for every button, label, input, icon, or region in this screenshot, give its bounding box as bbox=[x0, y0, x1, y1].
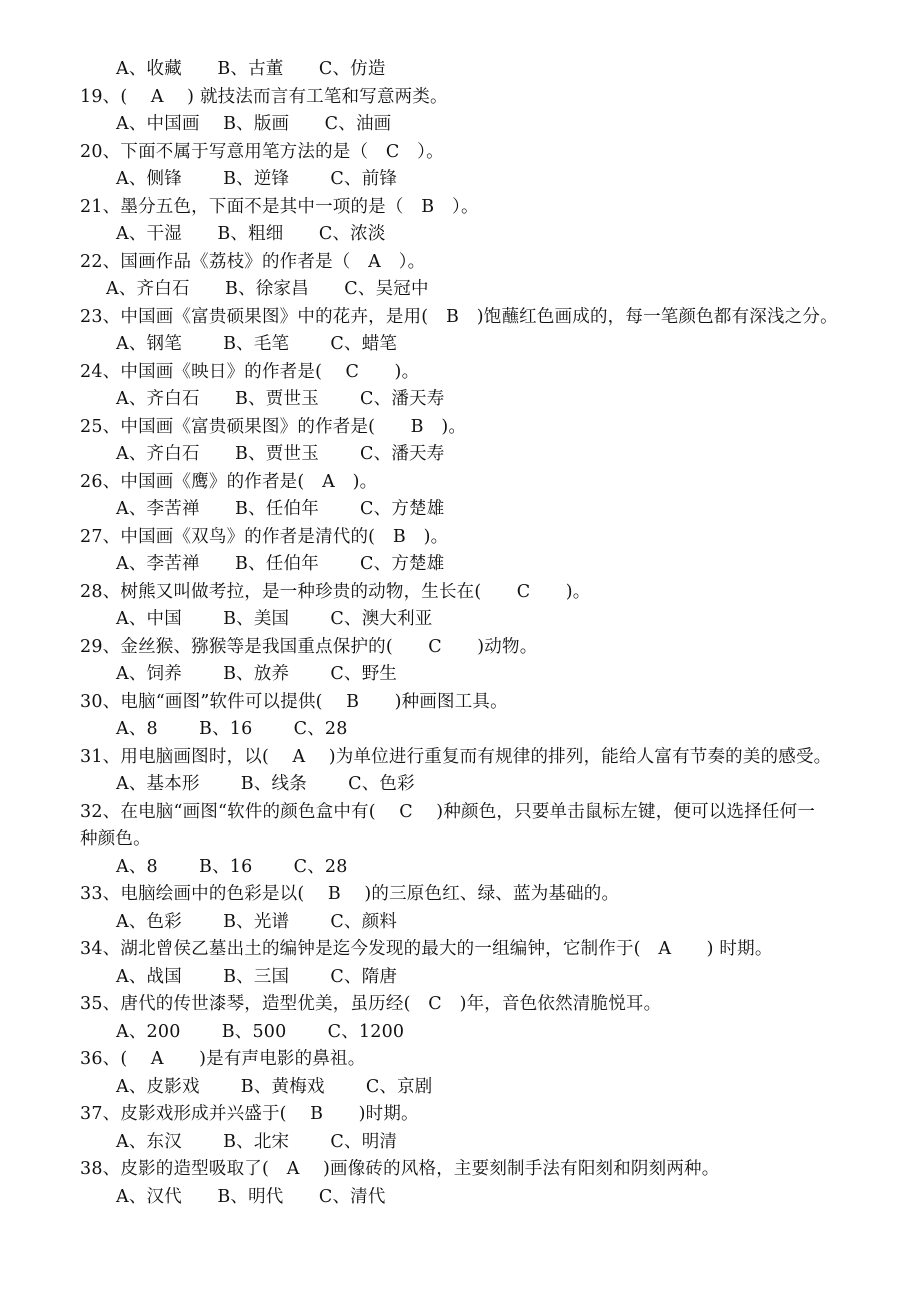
option-line: A、齐白石 B、徐家昌 C、吴冠中 bbox=[106, 279, 429, 299]
option-line: A、齐白石 B、贾世玉 C、潘天寿 bbox=[116, 444, 445, 464]
option-line: A、李苦禅 B、任伯年 C、方楚雄 bbox=[116, 499, 445, 519]
question-line: 35、唐代的传世漆琴，造型优美，虽历经( C )年，音色依然清脆悦耳。 bbox=[80, 994, 662, 1014]
question-line: 27、中国画《双鸟》的作者是清代的( B )。 bbox=[80, 527, 449, 547]
question-line: 34、湖北曾侯乙墓出土的编钟是迄今发现的最大的一组编钟，它制作于( A ) 时期。 bbox=[80, 939, 773, 959]
question-line: 28、树熊又叫做考拉，是一种珍贵的动物，生长在( C )。 bbox=[80, 582, 591, 602]
question-line: 32、在电脑“画图“软件的颜色盒中有( C )种颜色，只要单击鼠标左键，便可以选择任何一 bbox=[80, 802, 816, 822]
option-line: A、干湿 B、粗细 C、浓淡 bbox=[116, 224, 386, 244]
question-continuation: 种颜色。 bbox=[80, 829, 151, 849]
option-line: A、汉代 B、明代 C、清代 bbox=[116, 1187, 386, 1207]
question-line: 22、国画作品《荔枝》的作者是（ A ）。 bbox=[80, 252, 426, 272]
question-line: 25、中国画《富贵硕果图》的作者是( B )。 bbox=[80, 417, 467, 437]
option-line: A、中国画 B、版画 C、油画 bbox=[116, 114, 392, 134]
option-line: A、钢笔 B、毛笔 C、蜡笔 bbox=[116, 334, 398, 354]
question-line: 24、中国画《映日》的作者是( C )。 bbox=[80, 362, 420, 382]
option-line: A、8 B、16 C、28 bbox=[116, 719, 348, 739]
question-line: 20、下面不属于写意用笔方法的是（ C ）。 bbox=[80, 142, 444, 162]
question-line: 26、中国画《鹰》的作者是( A )。 bbox=[80, 472, 378, 492]
option-line: A、李苦禅 B、任伯年 C、方楚雄 bbox=[116, 554, 445, 574]
option-line: A、中国 B、美国 C、澳大利亚 bbox=[116, 609, 433, 629]
question-line: 23、中国画《富贵硕果图》中的花卉，是用( B )饱蘸红色画成的，每一笔颜色都有深浅之分。 bbox=[80, 307, 838, 327]
question-line: 33、电脑绘画中的色彩是以( B )的三原色红、绿、蓝为基础的。 bbox=[80, 884, 620, 904]
option-line: A、饲养 B、放养 C、野生 bbox=[116, 664, 398, 684]
option-line: A、收藏 B、古董 C、仿造 bbox=[116, 59, 386, 79]
option-line: A、齐白石 B、贾世玉 C、潘天寿 bbox=[116, 389, 445, 409]
option-line: A、侧锋 B、逆锋 C、前锋 bbox=[116, 169, 398, 189]
question-line: 21、墨分五色，下面不是其中一项的是（ B ）。 bbox=[80, 197, 479, 217]
option-line: A、战国 B、三国 C、隋唐 bbox=[116, 967, 398, 987]
option-line: A、东汉 B、北宋 C、明清 bbox=[116, 1132, 398, 1152]
option-line: A、皮影戏 B、黄梅戏 C、京剧 bbox=[116, 1077, 433, 1097]
question-line: 30、电脑“画图”软件可以提供( B )种画图工具。 bbox=[80, 692, 508, 712]
option-line: A、8 B、16 C、28 bbox=[116, 857, 348, 877]
question-line: 19、( A ) 就技法而言有工笔和写意两类。 bbox=[80, 87, 448, 107]
question-line: 37、皮影戏形成并兴盛于( B )时期。 bbox=[80, 1104, 419, 1124]
question-line: 31、用电脑画图时，以( A )为单位进行重复而有规律的排列，能给人富有节奏的美的感受。 bbox=[80, 747, 832, 767]
option-line: A、200 B、500 C、1200 bbox=[116, 1022, 405, 1042]
question-line: 36、( A )是有声电影的鼻祖。 bbox=[80, 1049, 366, 1069]
option-line: A、色彩 B、光谱 C、颜料 bbox=[116, 912, 398, 932]
option-line: A、基本形 B、线条 C、色彩 bbox=[116, 774, 415, 794]
question-line: 38、皮影的造型吸取了( A )画像砖的风格，主要刻制手法有阳刻和阴刻两种。 bbox=[80, 1159, 720, 1179]
question-line: 29、金丝猴、猕猴等是我国重点保护的( C )动物。 bbox=[80, 637, 538, 657]
